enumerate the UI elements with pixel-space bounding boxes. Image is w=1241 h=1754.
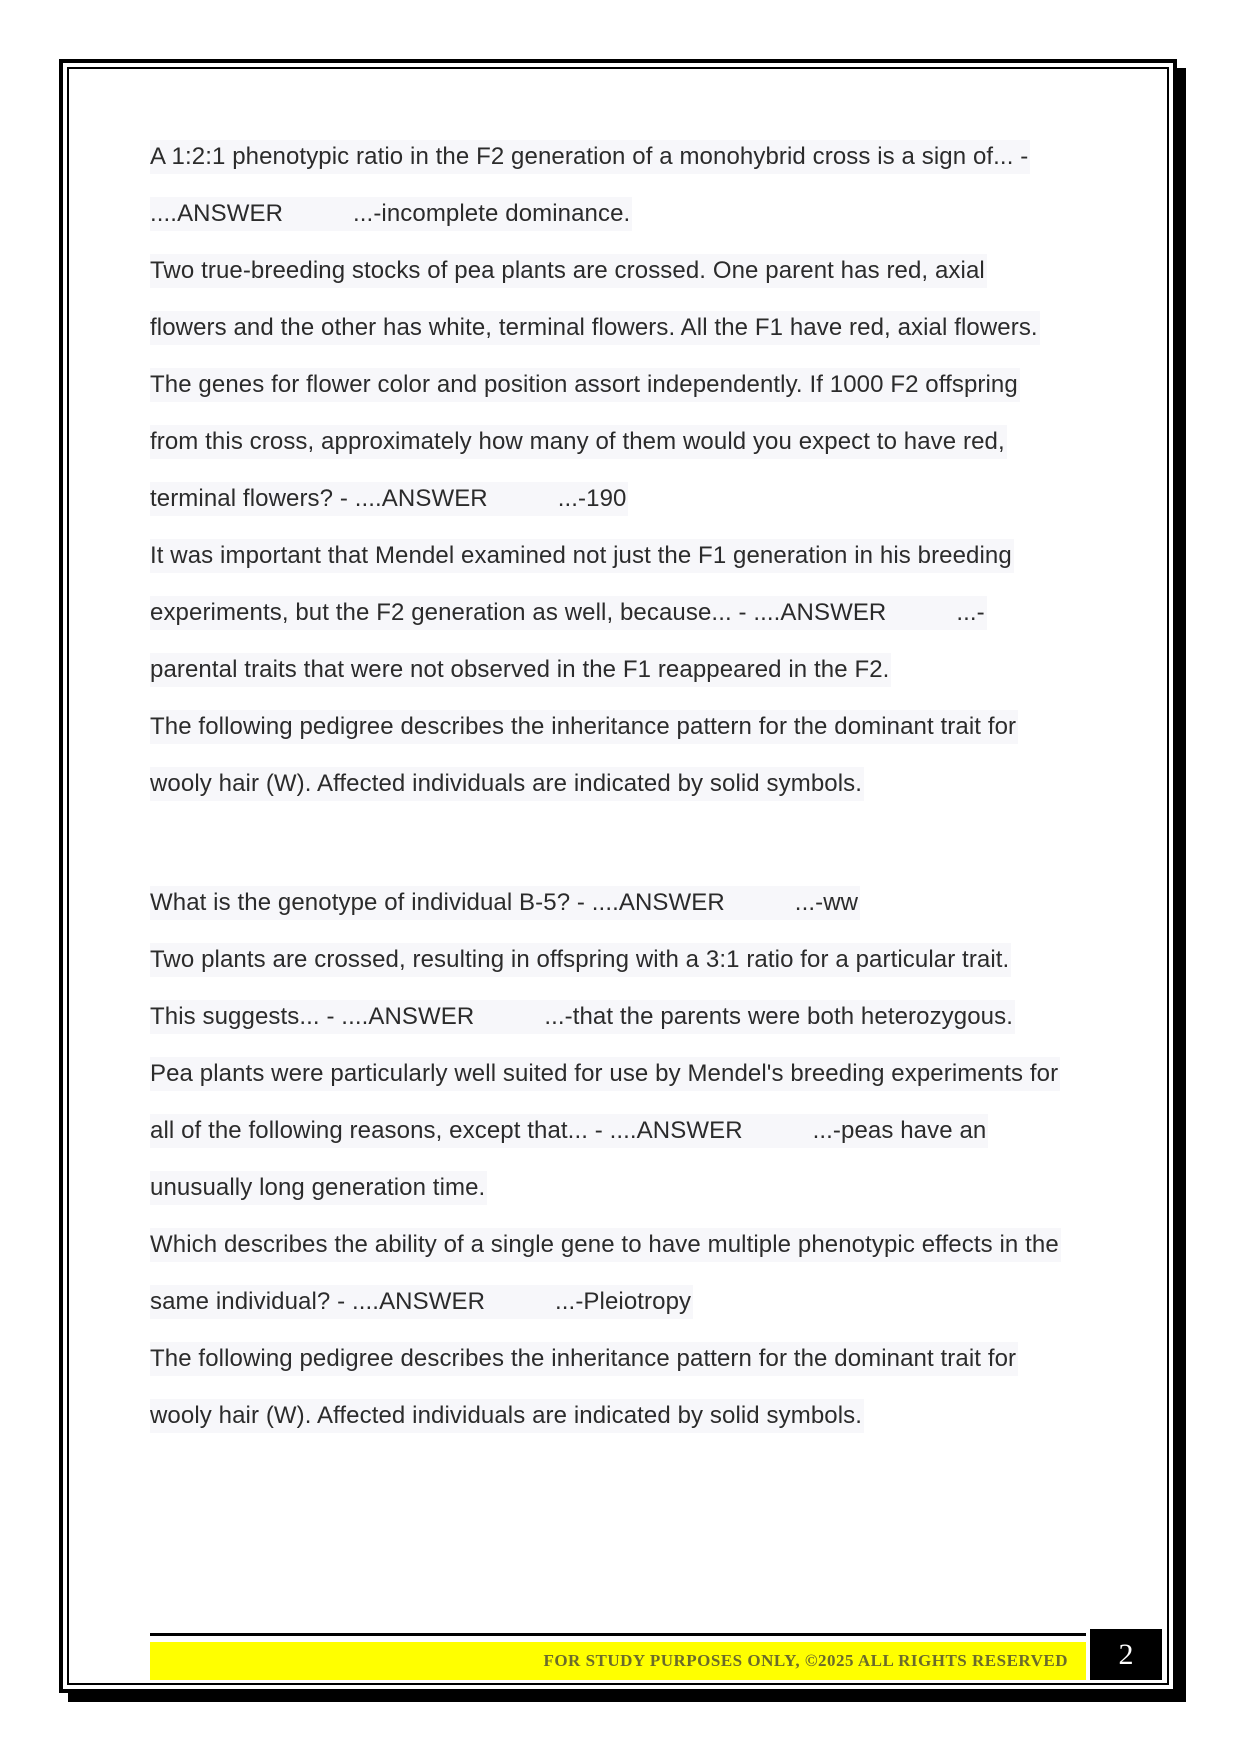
answer-label: This suggests... - ....ANSWER xyxy=(150,1003,475,1030)
answer-line xyxy=(150,1285,693,1319)
question-text: flowers and the other has white, terminal flowers. All the F1 have red, axial flowers. xyxy=(150,311,1040,345)
qa-block xyxy=(150,254,1100,539)
answer-line xyxy=(150,197,632,231)
qa-block xyxy=(150,1057,1100,1228)
document-body xyxy=(150,140,1100,1456)
answer-text: ...-ww xyxy=(794,889,859,916)
answer-label: experiments, but the F2 generation as well, because... - ....ANSWER xyxy=(150,599,887,626)
answer-line xyxy=(150,596,987,630)
qa-block xyxy=(150,943,1100,1057)
answer-text: ...-peas have an xyxy=(812,1117,987,1144)
answer-label: What is the genotype of individual B-5? - ....ANSWER xyxy=(150,889,725,916)
footer-notice: FOR STUDY PURPOSES ONLY, ©2025 ALL RIGHTS RESERVED xyxy=(150,1642,1086,1680)
answer-label: terminal flowers? - ....ANSWER xyxy=(150,485,488,512)
question-text: wooly hair (W). Affected individuals are indicated by solid symbols. xyxy=(150,1399,864,1433)
answer-text: parental traits that were not observed in the F1 reappeared in the F2. xyxy=(150,653,891,687)
question-text: Pea plants were particularly well suited for use by Mendel's breeding experiments for xyxy=(150,1057,1060,1091)
question-text: The following pedigree describes the inheritance pattern for the dominant trait for xyxy=(150,710,1018,744)
answer-label: all of the following reasons, except that... - ....ANSWER xyxy=(150,1117,743,1144)
qa-block xyxy=(150,1342,1100,1456)
question-text: Two true-breeding stocks of pea plants are crossed. One parent has red, axial xyxy=(150,254,987,288)
answer-label: same individual? - ....ANSWER xyxy=(150,1288,486,1315)
footer-rule xyxy=(150,1633,1086,1636)
question-text: from this cross, approximately how many of them would you expect to have red, xyxy=(150,425,1007,459)
answer-text: ...-190 xyxy=(557,485,627,512)
question-text: Two plants are crossed, resulting in offspring with a 3:1 ratio for a particular trait. xyxy=(150,943,1011,977)
qa-block xyxy=(150,886,1100,943)
answer-text: unusually long generation time. xyxy=(150,1171,487,1205)
question-text: wooly hair (W). Affected individuals are indicated by solid symbols. xyxy=(150,767,864,801)
answer-line xyxy=(150,1000,1015,1034)
answer-line xyxy=(150,886,860,920)
qa-block xyxy=(150,710,1100,824)
answer-text: ...-that the parents were both heterozygous. xyxy=(544,1003,1013,1030)
answer-text: ...-incomplete dominance. xyxy=(353,200,631,227)
question-text: The genes for flower color and position assort independently. If 1000 F2 offspring xyxy=(150,368,1020,402)
question-text: A 1:2:1 phenotypic ratio in the F2 generation of a monohybrid cross is a sign of... - xyxy=(150,140,1030,174)
answer-label: ....ANSWER xyxy=(150,200,284,227)
qa-block xyxy=(150,140,1100,254)
question-text: The following pedigree describes the inheritance pattern for the dominant trait for xyxy=(150,1342,1018,1376)
question-text: It was important that Mendel examined not just the F1 generation in his breeding xyxy=(150,539,1014,573)
answer-text: ...-Pleiotropy xyxy=(555,1288,692,1315)
answer-line xyxy=(150,1114,988,1148)
qa-block xyxy=(150,539,1100,710)
answer-line xyxy=(150,482,628,516)
answer-text: ...- xyxy=(956,599,985,626)
question-text: Which describes the ability of a single gene to have multiple phenotypic effects in the xyxy=(150,1228,1061,1262)
qa-block xyxy=(150,1228,1100,1342)
page-number: 2 xyxy=(1090,1629,1162,1680)
